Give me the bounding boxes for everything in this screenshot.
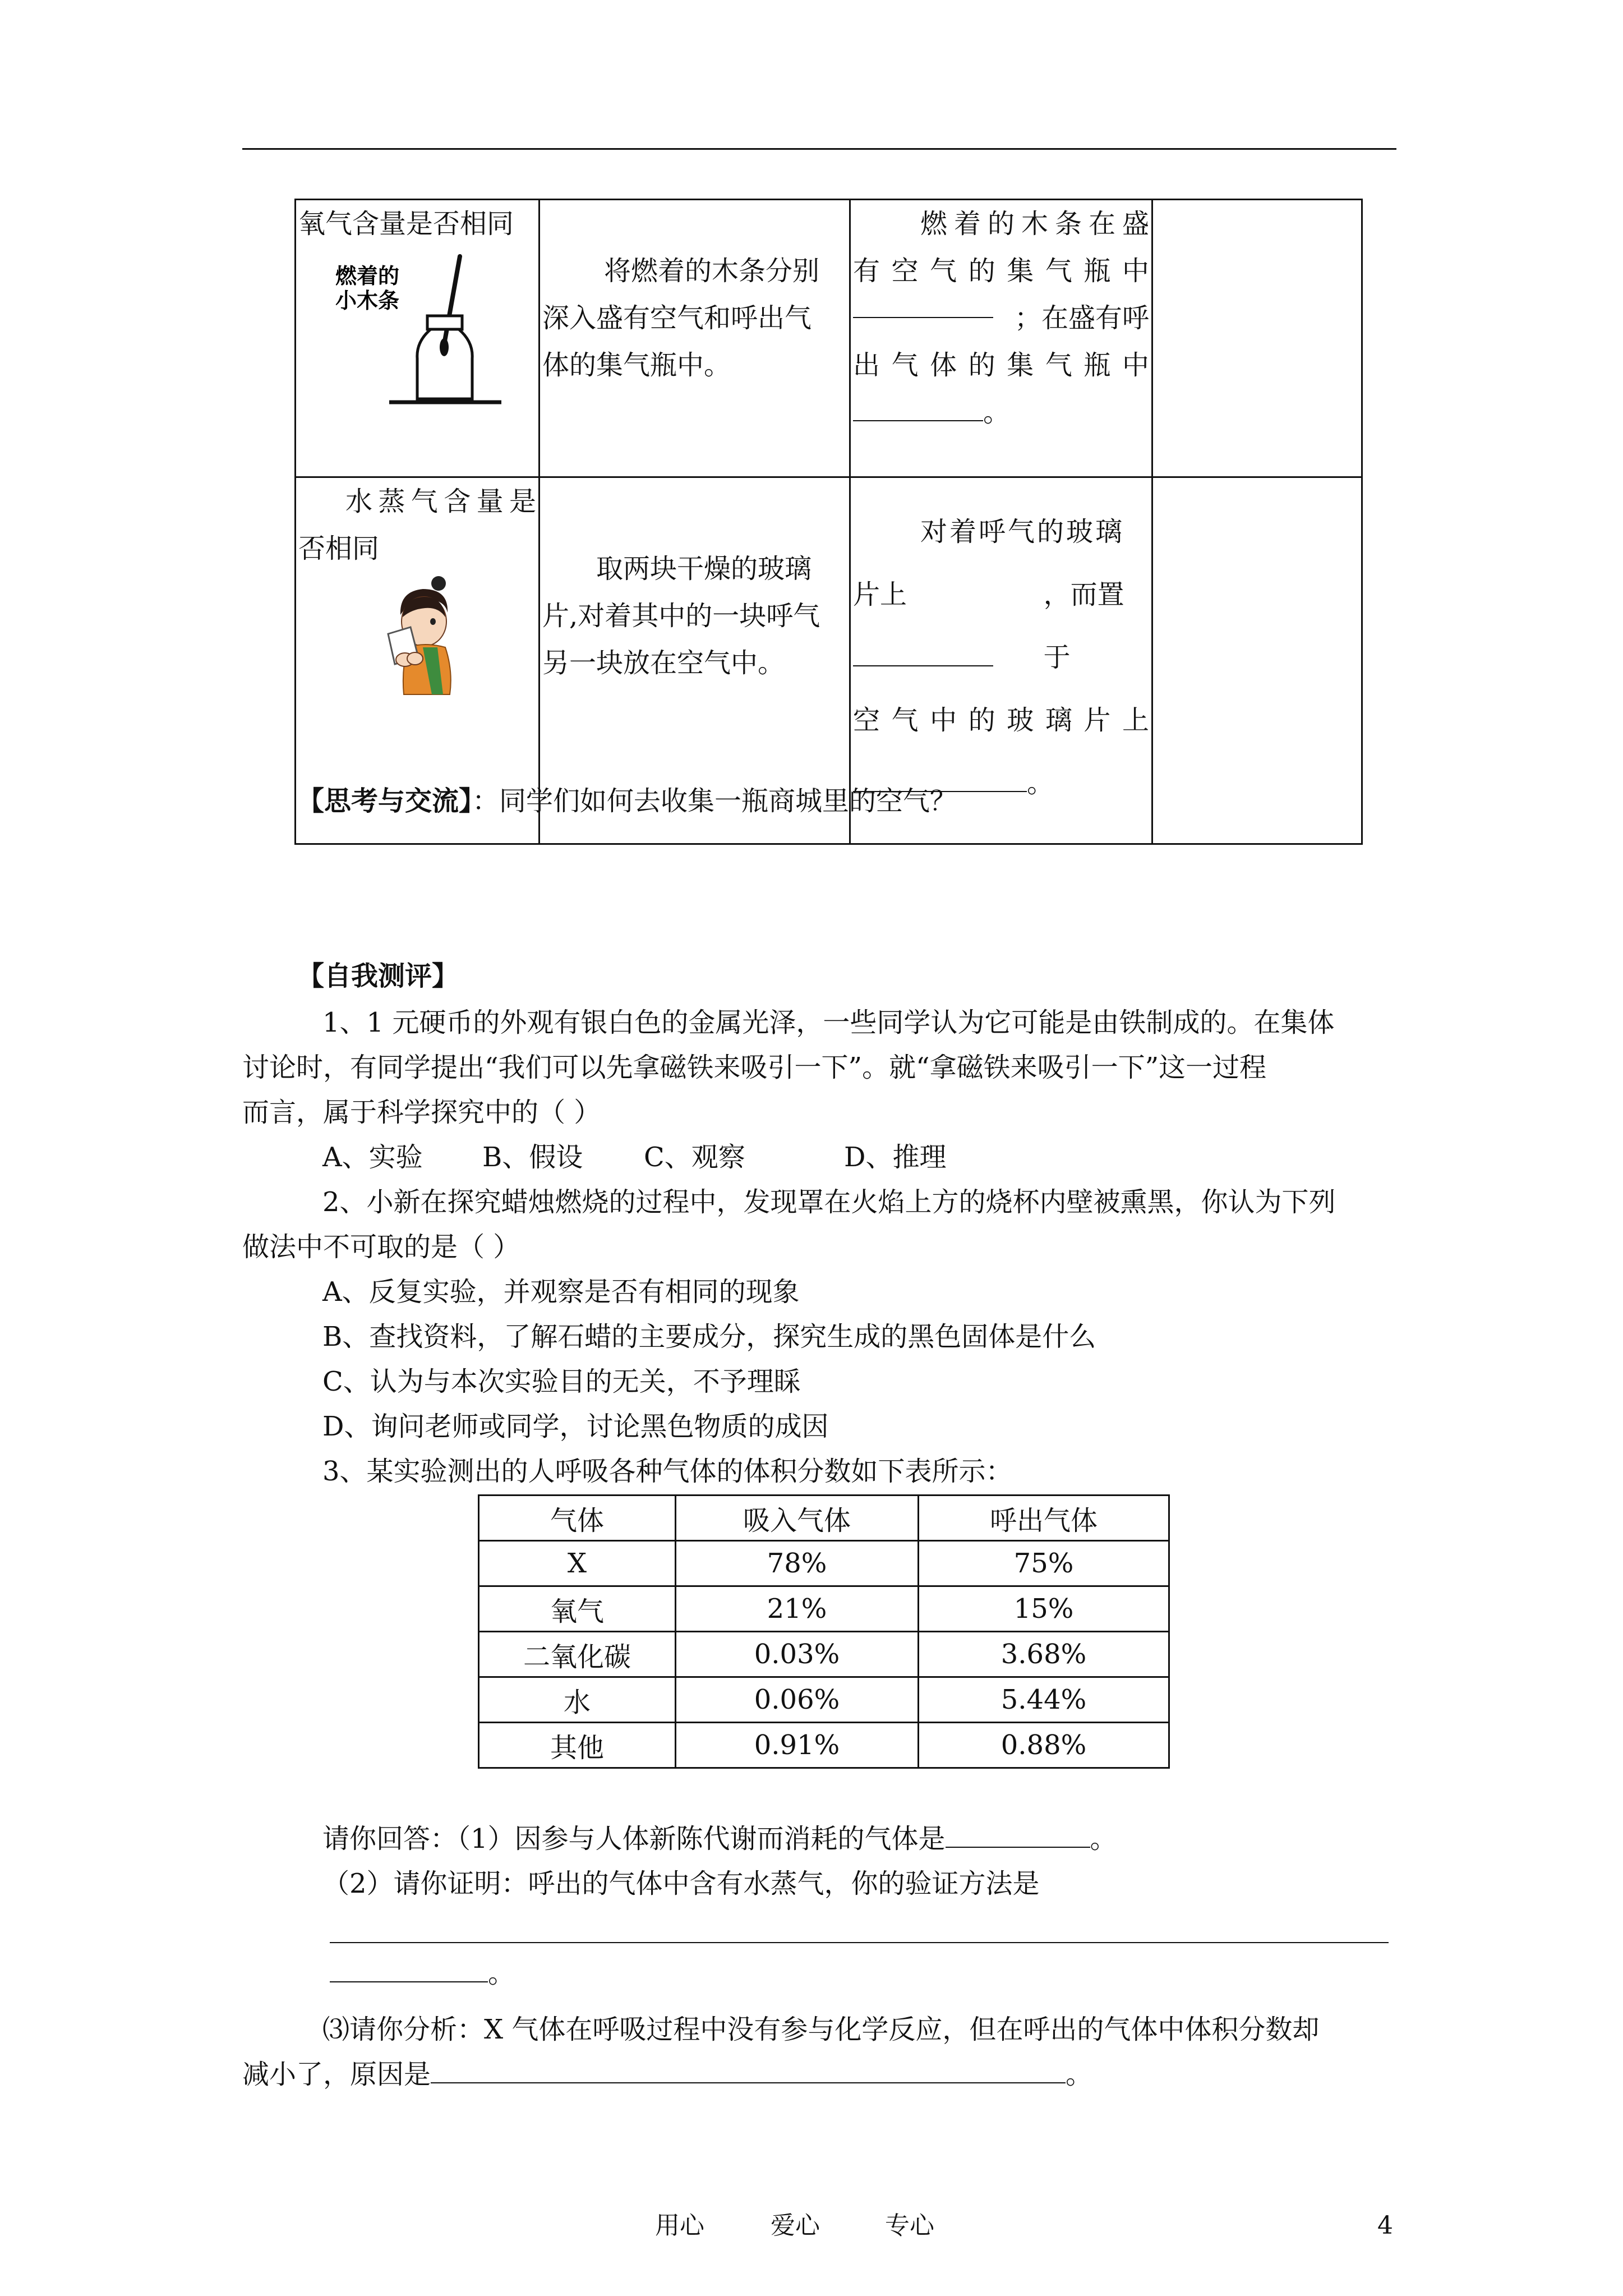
footer-slogan-2: 爱心 [771, 2211, 820, 2240]
answer-blank[interactable] [853, 398, 983, 421]
table-row [479, 1632, 1169, 1677]
q1-option-c: C、观察 [644, 1142, 745, 1173]
burning-stick-jar-illustration [333, 252, 518, 415]
table-cell: 0.06% [676, 1677, 919, 1723]
table-row [479, 1586, 1169, 1632]
table-cell: 氧气 [479, 1586, 676, 1632]
table-row [296, 200, 1362, 477]
phenomenon-line: 出气体的集气瓶中 [853, 349, 1149, 381]
method-line: 另一块放在空气中。 [542, 647, 785, 679]
q3-answer-2: （2）请你证明：呼出的气体中含有水蒸气，你的验证方法是 [322, 1868, 1040, 1899]
q2-option-a: A、反复实验，并观察是否有相同的现象 [322, 1276, 800, 1308]
q1-option-d: D、推理 [844, 1142, 947, 1173]
phenomenon-line: 片上 ，而置于 [853, 579, 1124, 673]
page-number: 4 [1377, 2211, 1393, 2240]
method-line: 深入盛有空气和呼出气 [542, 302, 812, 334]
table-row [479, 1541, 1169, 1586]
method-line: 体的集气瓶中。 [542, 349, 731, 381]
q1-option-b: B、假设 [482, 1142, 583, 1173]
topic-text: 氧气含量是否相同 [298, 208, 514, 240]
table-header: 吸入气体 [676, 1496, 919, 1541]
method-cell [540, 200, 850, 477]
table-header: 呼出气体 [919, 1496, 1169, 1541]
phenomenon-line: 对着呼气的玻璃 [920, 516, 1125, 547]
answer-blank[interactable] [330, 1959, 488, 1982]
q2-option-b: B、查找资料，了解石蜡的主要成分，探究生成的黑色固体是什么 [322, 1321, 1096, 1352]
table-row [479, 1723, 1169, 1768]
topic-text: 否相同 [298, 533, 380, 564]
q2-option-d: D、询问老师或同学，讨论黑色物质的成因 [322, 1411, 829, 1442]
answer-blank[interactable] [853, 643, 993, 666]
girl-breathing-on-glass-illustration [371, 576, 467, 699]
q3-answer-3-line1: ⑶请你分析：X 气体在呼吸过程中没有参与化学反应，但在呼出的气体中体积分数却 [322, 2014, 1320, 2045]
table-cell: 3.68% [919, 1632, 1169, 1677]
experiment-table [294, 199, 1363, 845]
method-line: 取两块干燥的玻璃 [596, 553, 812, 585]
answer-blank[interactable] [853, 295, 993, 318]
figure-label-line2: 小木条 [335, 288, 400, 313]
table-cell: 75% [919, 1541, 1169, 1586]
topic-cell [296, 200, 540, 477]
table-cell: 0.03% [676, 1632, 919, 1677]
table-cell: 二氧化碳 [479, 1632, 676, 1677]
figure-label-line1: 燃着的 [335, 264, 400, 288]
table-cell: 5.44% [919, 1677, 1169, 1723]
answer-blank[interactable] [431, 2060, 1066, 2083]
answer-blank-line[interactable] [330, 1942, 1389, 1943]
table-cell: 21% [676, 1586, 919, 1632]
topic-text: 水蒸气含量是 [345, 486, 536, 517]
table-header: 气体 [479, 1496, 676, 1541]
q2-option-c: C、认为与本次实验目的无关，不予理睬 [322, 1366, 801, 1397]
table-cell: 15% [919, 1586, 1169, 1632]
q3-answer-1: 请你回答：（1）因参与人体新陈代谢而消耗的气体是 。 [322, 1823, 1117, 1855]
phenomenon-line: 空气中的玻璃片上 [853, 705, 1149, 736]
footer-slogan-1: 用心 [655, 2211, 704, 2240]
phenomenon-line: 燃着的木条在盛 [920, 208, 1149, 240]
table-cell: 0.91% [676, 1723, 919, 1768]
think-exchange-label: 【思考与交流】 [297, 785, 473, 817]
answer-blank[interactable] [946, 1824, 1090, 1848]
empty-cell [1152, 477, 1362, 844]
table-cell: 水 [479, 1677, 676, 1723]
method-line: 片,对着其中的一块呼气 [542, 600, 820, 632]
empty-cell [1152, 200, 1362, 477]
table-row [479, 1677, 1169, 1723]
header-rule [242, 148, 1396, 150]
gas-volume-table [478, 1494, 1170, 1769]
phenomenon-cell [850, 200, 1152, 477]
q2-line: 2、小新在探究蜡烛燃烧的过程中，发现罩在火焰上方的烧杯内壁被熏黑，你认为下列 [322, 1186, 1336, 1218]
phenomenon-line: 。 [853, 389, 1149, 436]
method-line: 将燃着的木条分别 [604, 255, 820, 287]
table-row [479, 1496, 1169, 1541]
think-exchange-text: ：同学们如何去收集一瓶商城里的空气？ [472, 785, 957, 817]
q3-answer-3-line2: 减小了，原因是 。 [242, 2059, 1093, 2090]
q1-line: 而言，属于科学探究中的（ ） [242, 1097, 601, 1128]
self-test-heading: 【自我测评】 [297, 960, 459, 992]
q1-line: 讨论时，有同学提出“我们可以先拿磁铁来吸引一下”。就“拿磁铁来吸引一下”这一过程 [242, 1052, 1267, 1083]
think-exchange [297, 784, 957, 818]
footer-slogan-3: 专心 [885, 2211, 934, 2240]
q2-line: 做法中不可取的是（ ） [242, 1231, 520, 1263]
table-cell: 78% [676, 1541, 919, 1586]
phenomenon-line: ；在盛有呼 [853, 295, 1149, 342]
table-cell: X [479, 1541, 676, 1586]
q3-intro: 3、某实验测出的人呼吸各种气体的体积分数如下表所示： [322, 1456, 1013, 1487]
table-cell: 其他 [479, 1723, 676, 1768]
table-cell: 0.88% [919, 1723, 1169, 1768]
q1-line: 1、1 元硬币的外观有银白色的金属光泽，一些同学认为它可能是由铁制成的。在集体 [322, 1007, 1335, 1038]
phenomenon-line: 有空气的集气瓶中 [853, 255, 1149, 287]
phenomenon-line: 。 [853, 752, 1149, 815]
q1-option-a: A、实验 [322, 1142, 423, 1173]
q3-answer-2-end: 。 [330, 1957, 515, 1990]
